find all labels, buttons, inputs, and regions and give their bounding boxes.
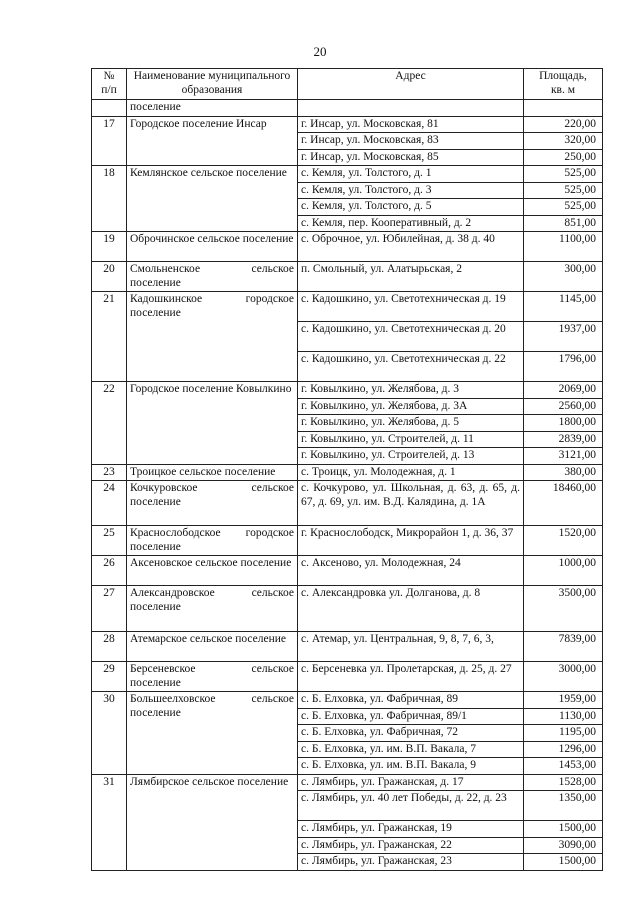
address-cell: г. Ковылкино, ул. Желябова, д. 3А <box>298 398 524 415</box>
table-row <box>92 464 603 481</box>
municipality-cell: Большеелховское сельское поселение <box>127 692 298 775</box>
header-number: № п/п <box>92 69 127 100</box>
area-cell: 320,00 <box>524 133 603 150</box>
continuation-name-cell: поселение <box>127 100 298 117</box>
address-cell: г. Краснослободск, Микрорайон 1, д. 36, 37 <box>298 526 524 556</box>
row-number-cell: 26 <box>92 556 127 586</box>
row-number-cell: 20 <box>92 262 127 292</box>
area-cell: 2839,00 <box>524 431 603 448</box>
area-cell: 250,00 <box>524 149 603 166</box>
area-cell: 18460,00 <box>524 481 603 526</box>
table-row <box>92 262 603 292</box>
address-cell: с. Лямбирь, ул. Гражанская, д. 17 <box>298 774 524 791</box>
header-area: Площадь, кв. м <box>524 69 603 100</box>
address-cell: г. Инсар, ул. Московская, 85 <box>298 149 524 166</box>
address-cell: с. Троицк, ул. Молодежная, д. 1 <box>298 464 524 481</box>
address-cell: с. Оброчное, ул. Юбилейная, д. 38 д. 40 <box>298 232 524 262</box>
table-row <box>92 232 603 262</box>
address-cell: с. Кадошкино, ул. Светотехническая д. 20 <box>298 322 524 352</box>
municipality-cell: Атемарское сельское поселение <box>127 632 298 662</box>
address-cell: с. Кемля, ул. Толстого, д. 5 <box>298 199 524 216</box>
area-cell: 1500,00 <box>524 854 603 871</box>
row-number-cell: 17 <box>92 116 127 166</box>
area-cell: 1959,00 <box>524 692 603 709</box>
area-cell: 851,00 <box>524 215 603 232</box>
address-cell: с. Б. Елховка, ул. им. В.П. Вакала, 7 <box>298 741 524 758</box>
address-cell: п. Смольный, ул. Алатырьская, 2 <box>298 262 524 292</box>
row-number-cell: 29 <box>92 662 127 692</box>
page-number: 20 <box>313 44 327 59</box>
area-cell: 3121,00 <box>524 448 603 465</box>
municipality-cell: Кочкуровское сельское поселение <box>127 481 298 526</box>
municipality-cell: Краснослободское городское поселение <box>127 526 298 556</box>
row-number-cell: 28 <box>92 632 127 662</box>
address-cell: с. Кемля, пер. Кооперативный, д. 2 <box>298 215 524 232</box>
area-cell: 1000,00 <box>524 556 603 586</box>
area-cell: 3500,00 <box>524 586 603 632</box>
address-cell: с. Аксеново, ул. Молодежная, 24 <box>298 556 524 586</box>
table-row <box>92 662 603 692</box>
area-cell: 7839,00 <box>524 632 603 662</box>
row-number-cell: 24 <box>92 481 127 526</box>
area-cell: 525,00 <box>524 182 603 199</box>
municipality-cell: Оброчинское сельское поселение <box>127 232 298 262</box>
header-municipality: Наименование муниципального образования <box>127 69 298 100</box>
area-cell: 1145,00 <box>524 292 603 322</box>
address-cell: с. Лямбирь, ул. 40 лет Победы, д. 22, д. 23 <box>298 791 524 821</box>
municipality-cell: Аксеновское сельское поселение <box>127 556 298 586</box>
area-cell: 525,00 <box>524 199 603 216</box>
table-row <box>92 632 603 662</box>
area-cell: 1130,00 <box>524 708 603 725</box>
address-cell: с. Атемар, ул. Центральная, 9, 8, 7, 6, 3, <box>298 632 524 662</box>
address-cell: г. Ковылкино, ул. Желябова, д. 3 <box>298 382 524 399</box>
row-number-cell: 18 <box>92 166 127 232</box>
area-cell: 1453,00 <box>524 758 603 775</box>
row-number-cell: 21 <box>92 292 127 382</box>
area-cell: 1296,00 <box>524 741 603 758</box>
area-cell: 220,00 <box>524 116 603 133</box>
area-cell: 525,00 <box>524 166 603 183</box>
table-body <box>92 100 603 871</box>
address-cell: с. Кемля, ул. Толстого, д. 1 <box>298 166 524 183</box>
area-cell: 380,00 <box>524 464 603 481</box>
table-row <box>92 586 603 632</box>
table-row <box>92 166 603 183</box>
table-row <box>92 556 603 586</box>
area-cell: 1937,00 <box>524 322 603 352</box>
municipality-cell: Берсеневское сельское поселение <box>127 662 298 692</box>
area-cell: 1800,00 <box>524 415 603 432</box>
row-number-cell: 22 <box>92 382 127 465</box>
table-row <box>92 774 603 791</box>
table-row <box>92 382 603 399</box>
area-cell: 1796,00 <box>524 352 603 382</box>
address-cell: с. Кочкурово, ул. Школьная, д. 63, д. 65, д. 67, д. 69, ул. им. В.Д. Калядина, д. 1А <box>298 481 524 526</box>
row-number-cell: 30 <box>92 692 127 775</box>
area-cell: 1520,00 <box>524 526 603 556</box>
table-row <box>92 292 603 322</box>
address-cell: с. Кадошкино, ул. Светотехническая д. 19 <box>298 292 524 322</box>
table-row <box>92 481 603 526</box>
area-cell: 300,00 <box>524 262 603 292</box>
municipality-cell: Городское поселение Инсар <box>127 116 298 166</box>
address-cell: г. Ковылкино, ул. Строителей, д. 13 <box>298 448 524 465</box>
address-cell: г. Инсар, ул. Московская, 83 <box>298 133 524 150</box>
row-number-cell: 25 <box>92 526 127 556</box>
row-number-cell: 27 <box>92 586 127 632</box>
municipality-cell: Александровское сельское поселение <box>127 586 298 632</box>
address-cell: г. Ковылкино, ул. Желябова, д. 5 <box>298 415 524 432</box>
address-cell: с. Лямбирь, ул. Гражанская, 23 <box>298 854 524 871</box>
address-cell: с. Б. Елховка, ул. Фабричная, 72 <box>298 725 524 742</box>
area-cell: 1350,00 <box>524 791 603 821</box>
address-cell: с. Берсеневка ул. Пролетарская, д. 25, д. 27 <box>298 662 524 692</box>
property-table <box>91 68 603 871</box>
municipality-cell: Лямбирское сельское поселение <box>127 774 298 870</box>
table-row <box>92 692 603 709</box>
table-row <box>92 116 603 133</box>
area-cell: 3090,00 <box>524 837 603 854</box>
municipality-cell: Кадошкинское городское поселение <box>127 292 298 382</box>
table-header-row <box>92 69 603 100</box>
area-cell: 1100,00 <box>524 232 603 262</box>
municipality-cell: Троицкое сельское поселение <box>127 464 298 481</box>
address-cell: с. Кадошкино, ул. Светотехническая д. 22 <box>298 352 524 382</box>
row-number-cell: 31 <box>92 774 127 870</box>
address-cell: с. Б. Елховка, ул. им. В.П. Вакала, 9 <box>298 758 524 775</box>
address-cell: с. Кемля, ул. Толстого, д. 3 <box>298 182 524 199</box>
address-cell: с. Лямбирь, ул. Гражанская, 22 <box>298 837 524 854</box>
area-cell: 2069,00 <box>524 382 603 399</box>
header-address: Адрес <box>298 69 524 100</box>
row-number-cell: 23 <box>92 464 127 481</box>
continuation-address-cell <box>298 100 524 117</box>
municipality-cell: Городское поселение Ковылкино <box>127 382 298 465</box>
row-number-cell: 19 <box>92 232 127 262</box>
area-cell: 3000,00 <box>524 662 603 692</box>
continuation-row <box>92 100 603 117</box>
continuation-area-cell <box>524 100 603 117</box>
area-cell: 1195,00 <box>524 725 603 742</box>
table-row <box>92 526 603 556</box>
address-cell: г. Ковылкино, ул. Строителей, д. 11 <box>298 431 524 448</box>
municipality-cell: Смольненское сельское поселение <box>127 262 298 292</box>
continuation-number-cell <box>92 100 127 117</box>
address-cell: с. Лямбирь, ул. Гражанская, 19 <box>298 821 524 838</box>
area-cell: 2560,00 <box>524 398 603 415</box>
address-cell: с. Б. Елховка, ул. Фабричная, 89/1 <box>298 708 524 725</box>
address-cell: с. Александровка ул. Долганова, д. 8 <box>298 586 524 632</box>
address-cell: с. Б. Елховка, ул. Фабричная, 89 <box>298 692 524 709</box>
municipality-cell: Кемлянское сельское поселение <box>127 166 298 232</box>
area-cell: 1528,00 <box>524 774 603 791</box>
address-cell: г. Инсар, ул. Московская, 81 <box>298 116 524 133</box>
area-cell: 1500,00 <box>524 821 603 838</box>
